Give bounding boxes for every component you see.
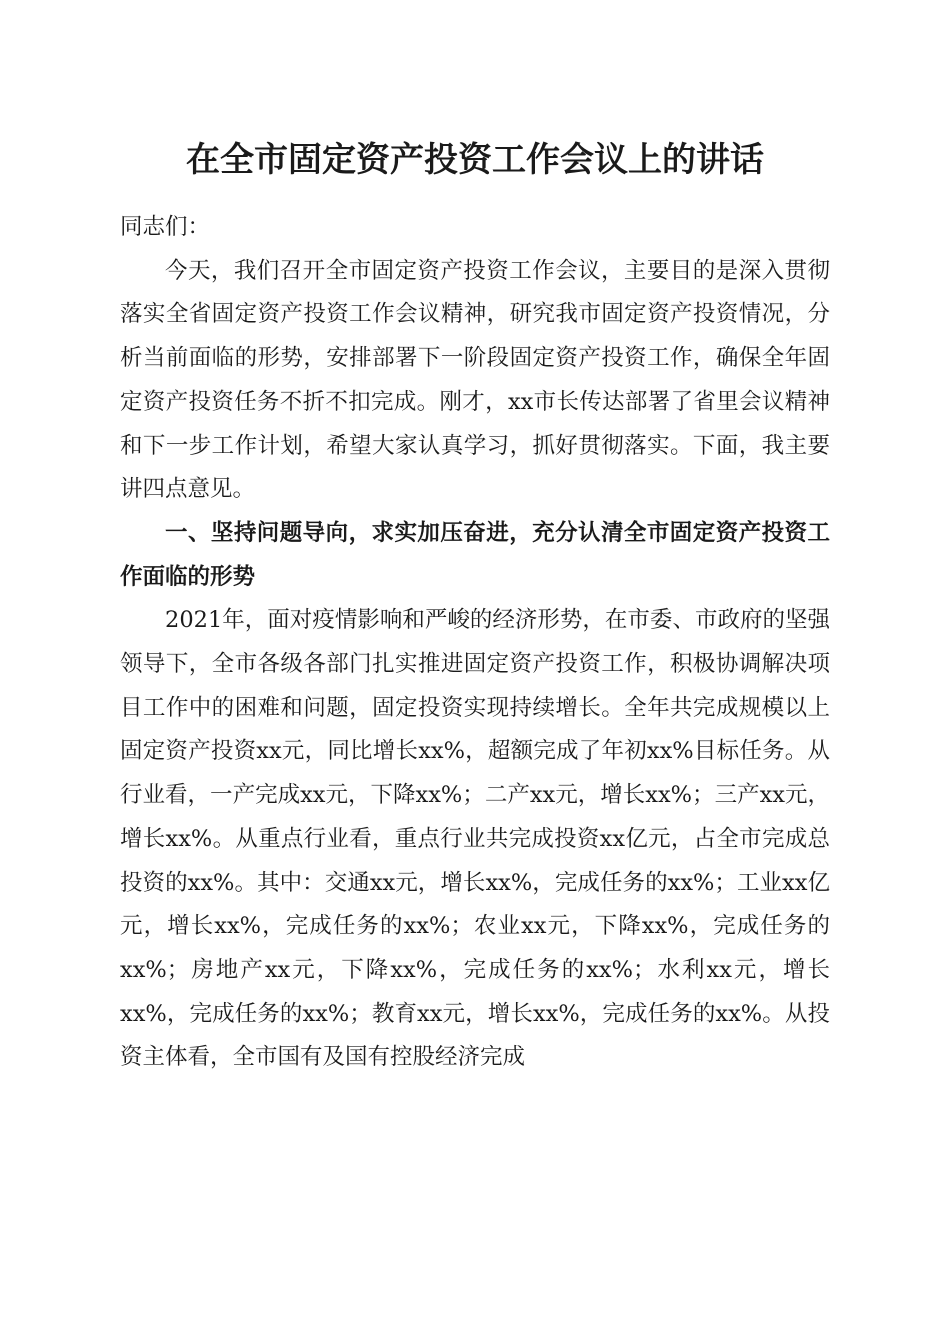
section-heading-1: 一、坚持问题导向，求实加压奋进，充分认清全市固定资产投资工作面临的形势: [120, 519, 830, 590]
salutation: 同志们：: [120, 214, 211, 240]
document-title: 在全市固定资产投资工作会议上的讲话: [186, 140, 764, 180]
intro-paragraph: 今天，我们召开全市固定资产投资工作会议，主要目的是深入贯彻落实全省固定资产投资工作会议精神，研究我市固定资产投资情况，分析当前面临的形势，安排部署下一阶段固定资产投资工作，确保全年固定资产投资任务不折不扣完成。刚才，xx市长传达部署了省里会议精神和下一步工作计划，希望大家认真学习，抓好贯彻落实。下面，我主要讲四点意见。: [120, 257, 830, 503]
section-1-paragraph: 2021年，面对疫情影响和严峻的经济形势，在市委、市政府的坚强领导下，全市各级各部门扎实推进固定资产投资工作，积极协调解决项目工作中的困难和问题，固定投资实现持续增长。全年共完成规模以上固定资产投资xx元，同比增长xx%，超额完成了年初xx%目标任务。从行业看，一产完成xx元，下降xx%；二产xx元，增长xx%；三产xx元，增长xx%。从重点行业看，重点行业共完成投资xx亿元，占全市完成总投资的xx%。其中：交通xx元，增长xx%，完成任务的xx%；工业xx亿元，增长xx%，完成任务的xx%；农业xx元，下降xx%，完成任务的xx%；房地产xx元，下降xx%，完成任务的xx%；水利xx元，增长xx%，完成任务的xx%；教育xx元，增长xx%，完成任务的xx%。从投资主体看，全市国有及国有控股经济完成: [120, 607, 830, 1071]
document-body: [120, 206, 830, 1080]
